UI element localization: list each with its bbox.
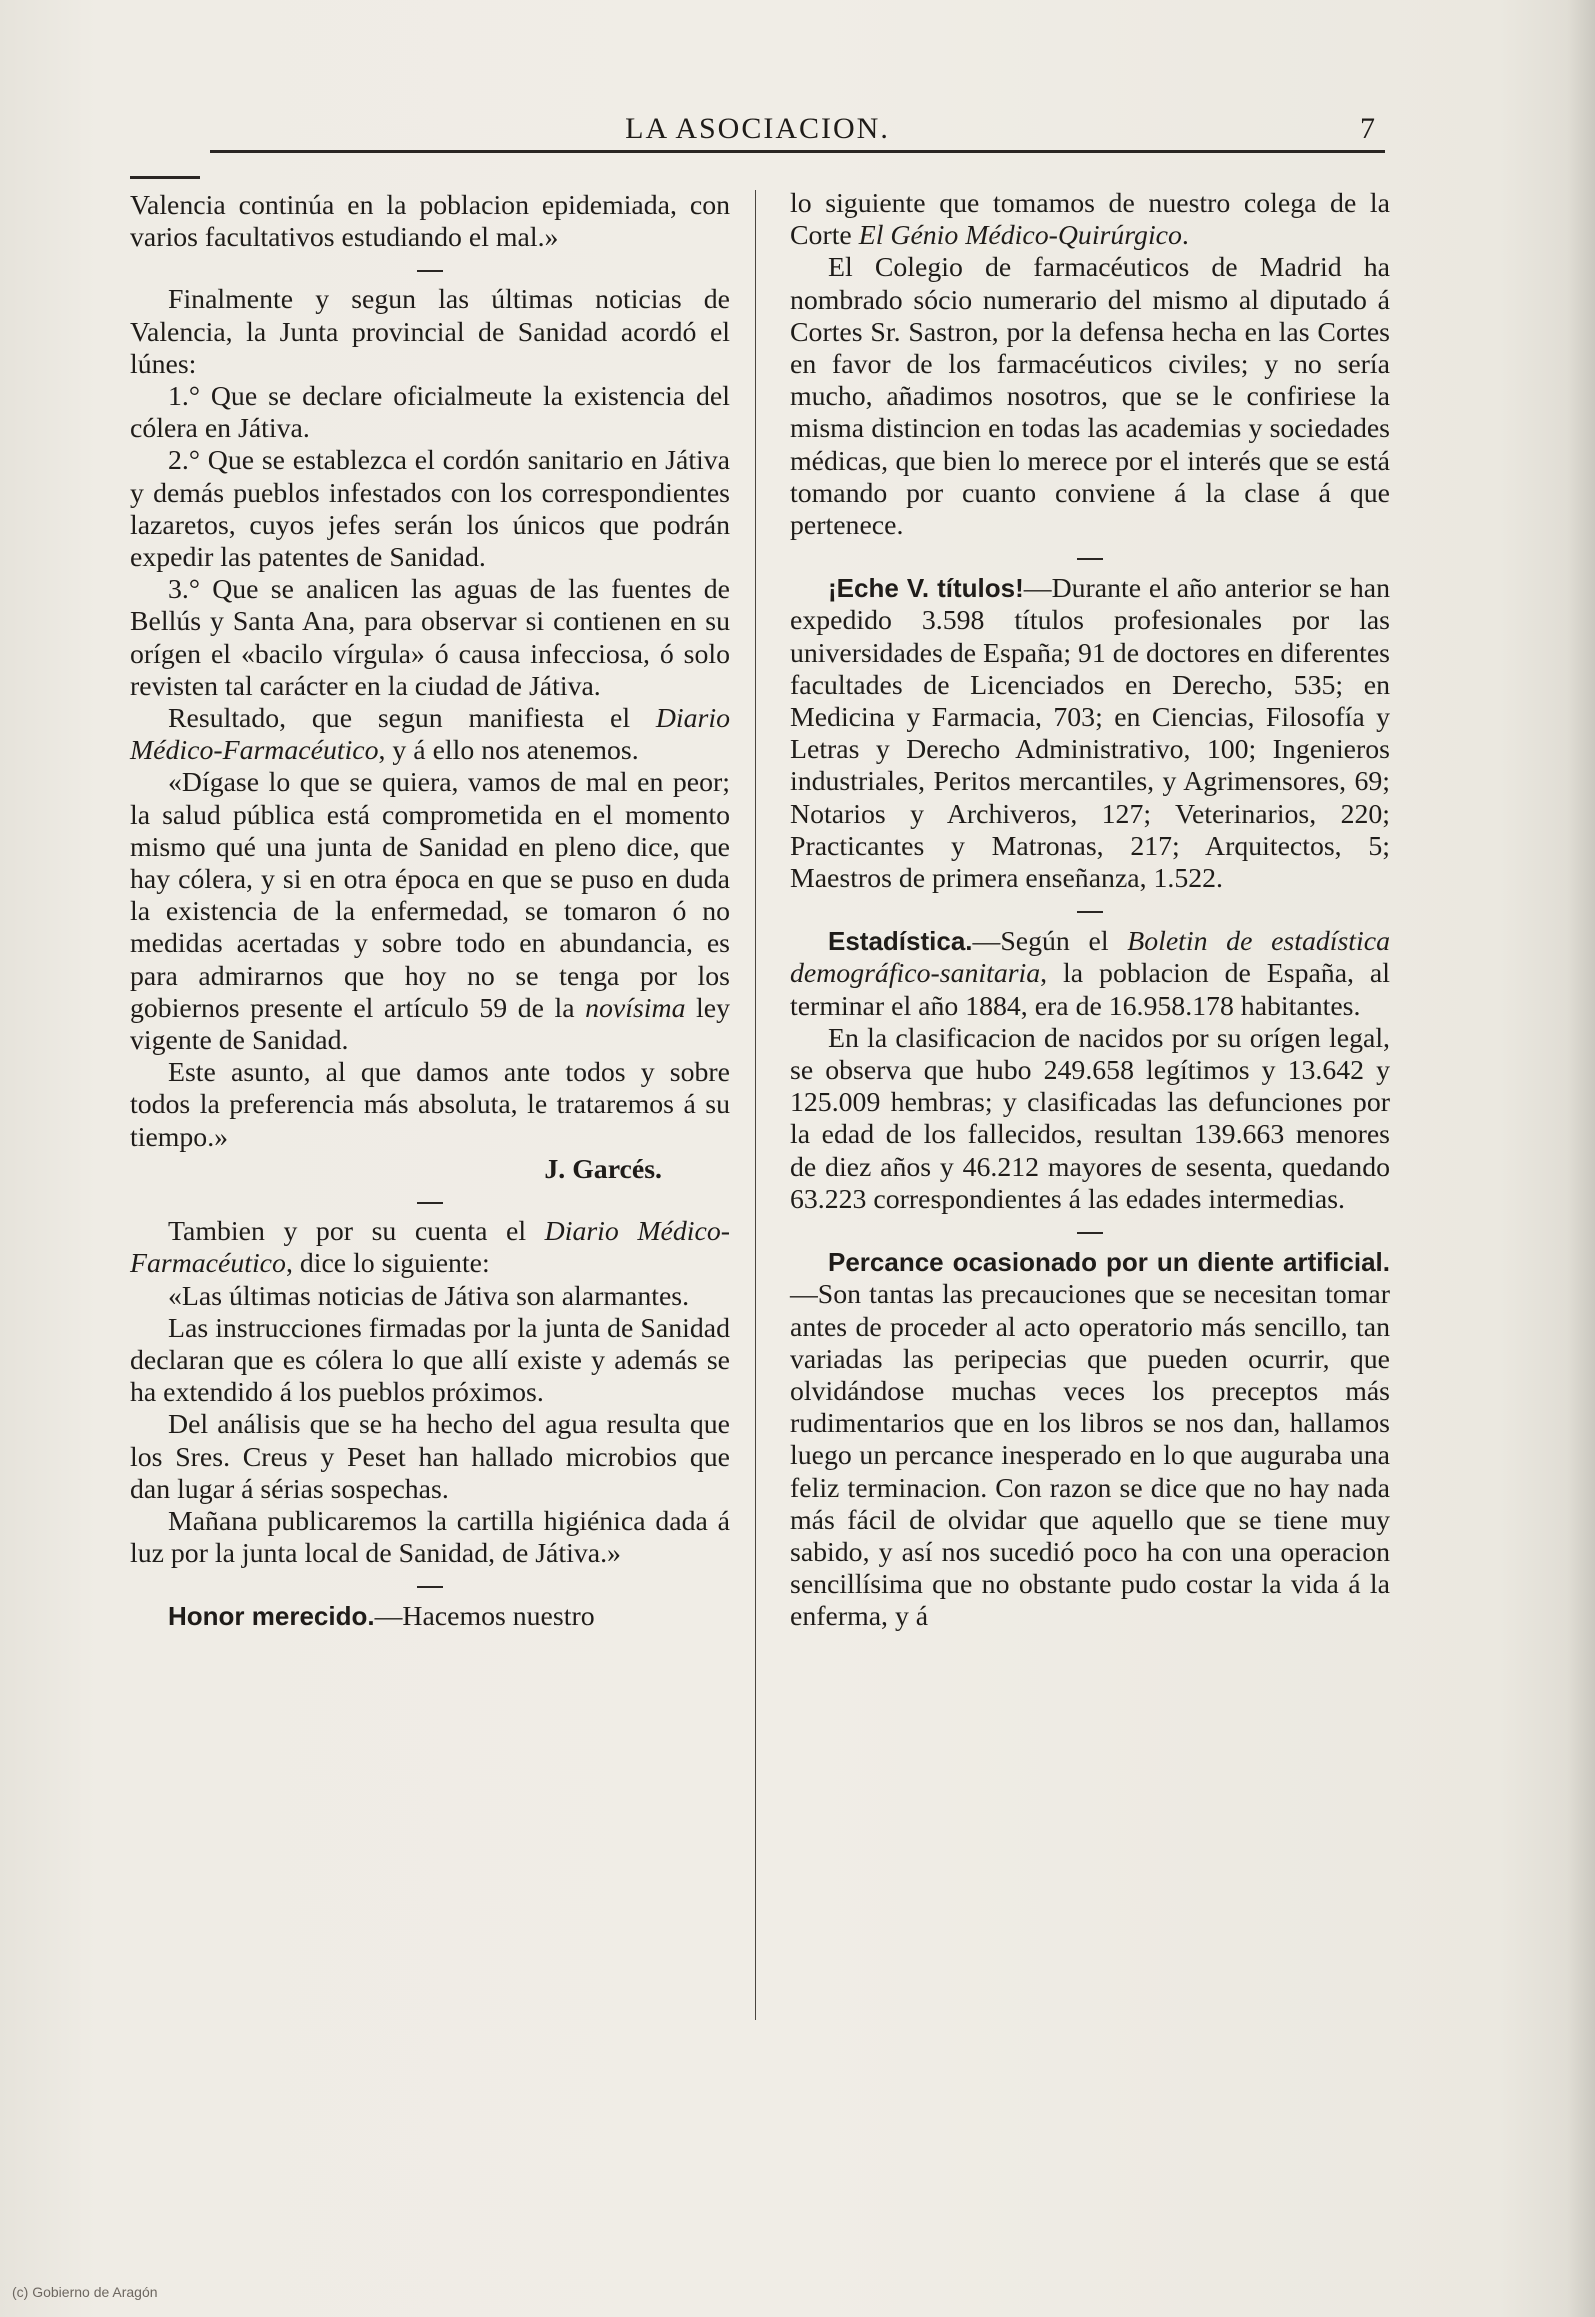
header-rule — [210, 150, 1385, 153]
page-number: 7 — [1360, 112, 1375, 145]
paragraph: 1.° Que se declare oficialmeute la existencia del cólera en Játiva. — [130, 381, 730, 445]
paragraph: Estadística.—Según el Boletin de estadística demográfico-sanitaria, la poblacion de España, al terminar el año 1884, era de 16.958.178 habitantes. — [790, 926, 1390, 1022]
paragraph: 2.° Que se establezca el cordón sanitario en Játiva y demás pueblos infestados con los correspondientes lazaretos, cuyos jefes serán los únicos que podrán expedir las patentes de Sanidad. — [130, 445, 730, 574]
paragraph: Las instrucciones firmadas por la junta de Sanidad declaran que es cólera lo que allí existe y además se ha extendido á los pueblos próximos. — [130, 1312, 730, 1409]
paragraph: Mañana publicaremos la cartilla higiénica dada á luz por la junta local de Sanidad, de Játiva.» — [130, 1505, 730, 1570]
section-dash — [130, 1570, 730, 1600]
left-column — [130, 190, 730, 1634]
paragraph: Honor merecido.—Hacemos nuestro — [168, 1601, 595, 1633]
paragraph: «Las últimas noticias de Játiva son alarmantes. — [168, 1280, 690, 1312]
paragraph: Finalmente y segun las últimas noticias de Valencia, la Junta provincial de Sanidad acordó el lúnes: — [130, 284, 730, 380]
paragraph: Resultado, que segun manifiesta el Diario Médico-Farmacéutico, y á ello nos atenemos. — [130, 703, 730, 767]
paragraph: «Dígase lo que se quiera, vamos de mal en peor; la salud pública está comprometida en el momento mismo qué una junta de Sanidad en pleno dice, que hay cólera, y si en otra época en que se puso en duda la existencia de la enfermedad, se tomaron ó no medidas acertadas y sobre todo en abundancia, es para admirarnos que hoy no se tenga por los gobiernos presente el artículo 59 de la novísima ley vigente de Sanidad. — [130, 767, 730, 1057]
paragraph: Este asunto, al que damos ante todos y sobre todos la preferencia más absoluta, le trataremos á su tiempo.» — [130, 1057, 730, 1153]
running-title: LA ASOCIACION. — [625, 112, 890, 145]
signature: J. Garcés. — [544, 1153, 662, 1185]
right-column — [790, 188, 1390, 1634]
paragraph: Del análisis que se ha hecho del agua resulta que los Sres. Creus y Peset han hallado microbios que dan lugar á sérias sospechas. — [130, 1409, 730, 1505]
column-divider — [755, 190, 756, 2020]
header-rule-left — [130, 176, 200, 179]
page-edge-shadow — [1567, 0, 1595, 2317]
copyright-credit: (c) Gobierno de Aragón — [12, 2284, 158, 2300]
section-dash — [130, 1186, 730, 1216]
section-dash — [790, 895, 1390, 925]
paragraph: lo siguiente que tomamos de nuestro colega de la Corte El Génio Médico-Quirúrgico. — [790, 188, 1390, 252]
paragraph: Percance ocasionado por un diente artificial.—Son tantas las precauciones que se necesitan tomar antes de proceder al acto operatorio más sencillo, tan variadas las peripecias que pueden ocurrir, que olvidándose muchas veces los preceptos más rudimentarios que en los libros se nos dan, hallamos luego un percance inesperado en lo que auguraba una feliz terminacion. Con razon se dice que no hay nada más fácil de olvidar que aquello que se tiene muy sabido, y así nos sucedió poco ha con una operacion sencillísima que no obstante pudo costar la vida á la enferma, y á — [790, 1247, 1390, 1633]
paragraph: ¡Eche V. títulos!—Durante el año anterior se han expedido 3.598 títulos profesionales por las universidades de España; 91 de doctores en diferentes facultades de Licenciados en Derecho, 535; en Medicina y Farmacia, 703; en Ciencias, Filosofía y Letras y Derecho Administrativo, 100; Ingenieros industriales, Peritos mercantiles, y Agrimensores, 69; Notarios y Archiveros, 127; Veterinarios, 220; Practicantes y Matronas, 217; Arquitectos, 5; Maestros de primera enseñanza, 1.522. — [790, 573, 1391, 895]
paragraph: Tambien y por su cuenta el Diario Médico-Farmacéutico, dice lo siguiente: — [130, 1216, 730, 1280]
section-dash — [790, 542, 1390, 572]
page-header — [130, 112, 1385, 152]
paragraph: El Colegio de farmacéuticos de Madrid ha nombrado sócio numerario del mismo al diputado á Cortes Sr. Sastron, por la defensa hecha en las Cortes en favor de los farmacéuticos civiles; y no sería mucho, añadimos nosotros, que se le confiriese la misma distincion en todas las academias y sociedades médicas, que bien lo merece por el interés que se está tomando por cuanto conviene á la clase á que pertenece. — [790, 252, 1390, 542]
paragraph: 3.° Que se analicen las aguas de las fuentes de Bellús y Santa Ana, para observar si contienen en su orígen el «bacilo vírgula» ó causa infecciosa, ó solo revisten tal carácter en la ciudad de Játiva. — [130, 574, 730, 702]
paragraph: En la clasificacion de nacidos por su orígen legal, se observa que hubo 249.658 legítimos y 13.642 y 125.009 hembras; y clasificadas las defunciones por la edad de los fallecidos, resultan 139.663 menores de diez años y 46.212 mayores de sesenta, quedando 63.223 correspondientes á las edades intermedias. — [790, 1022, 1390, 1215]
section-dash — [130, 254, 730, 284]
section-dash — [790, 1216, 1390, 1246]
paragraph: Valencia continúa en la poblacion epidemiada, con varios facultativos estudiando el mal.» — [130, 190, 730, 254]
